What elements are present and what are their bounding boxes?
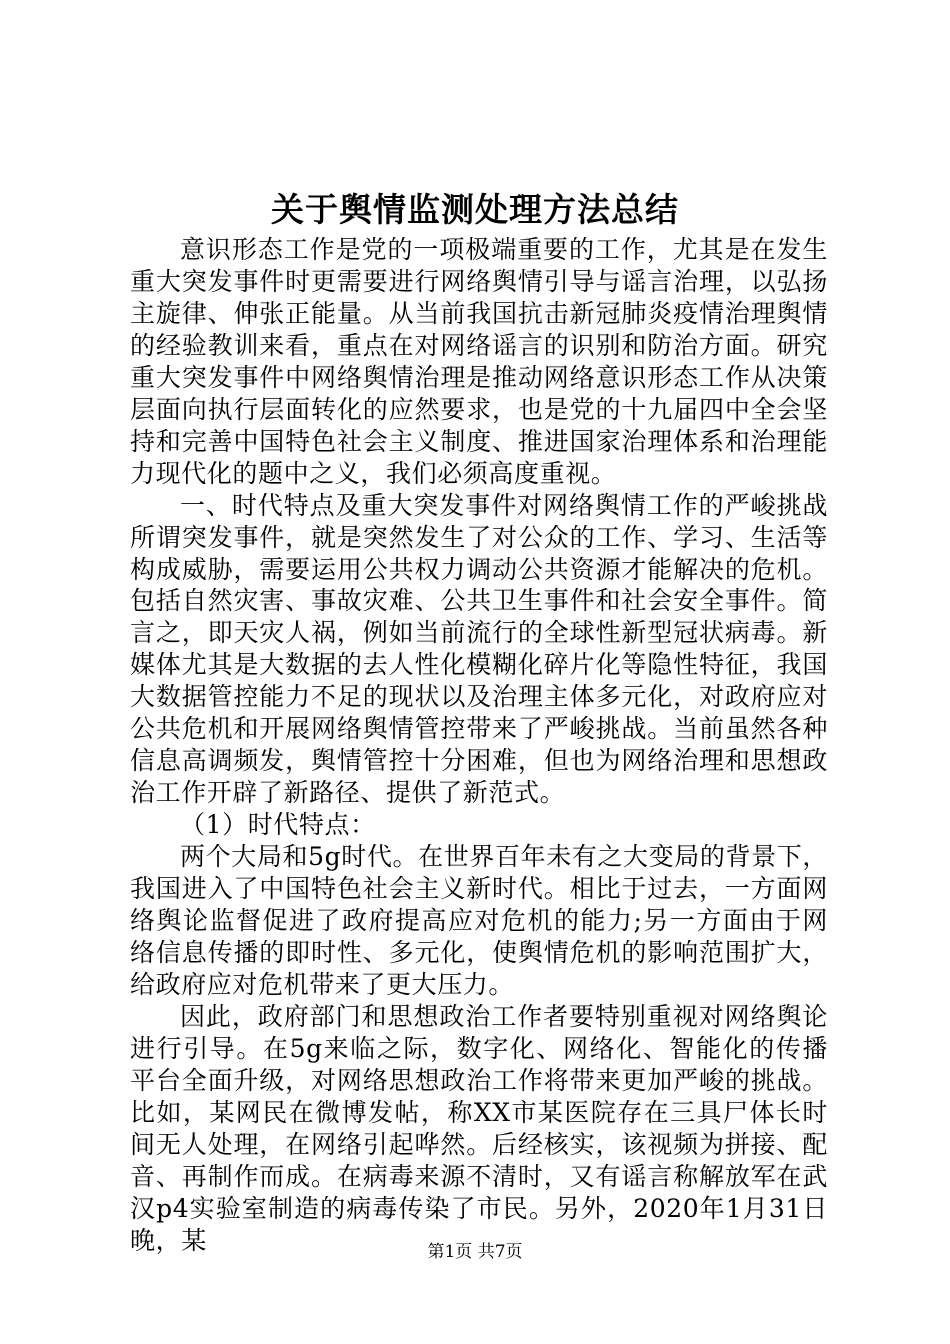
page-footer: 第1页 共7页 (427, 1242, 523, 1262)
paragraph-two-situations: 两个大局和5g时代。在世界百年未有之大变局的背景下，我国进入了中国特色社会主义新时代。相比于过去，一方面网络舆论监督促进了政府提高应对危机的能力;另一方面由于网络信息传播的即时性、多元化，使舆情危机的影响范围扩大，给政府应对危机带来了更大压力。 (130, 842, 828, 999)
paragraph-subheading: （1）时代特点： (180, 810, 376, 840)
paragraph-therefore: 因此，政府部门和思想政治工作者要特别重视对网络舆论进行引导。在5g来临之际，数字化、网络化、智能化的传播平台全面升级，对网络思想政治工作将带来更加严峻的挑战。比如，某网民在微博发帖，称XX市某医院存在三具尸体长时间无人处理，在网络引起哗然。后经核实，该视频为拼接、配音、再制作而成。在病毒来源不清时，又有谣言称解放军在武汉p4实验室制造的病毒传染了市民。另外，2020年1月31日晚，某 (130, 1001, 828, 1255)
document-body (130, 234, 828, 1257)
paragraph-section-one: 一、时代特点及重大突发事件对网络舆情工作的严峻挑战所谓突发事件，就是突然发生了对公众的工作、学习、生活等构成威胁，需要运用公共权力调动公共资源才能解决的危机。包括自然灾害、事故灾难、公共卫生事件和社会安全事件。简言之，即天灾人祸，例如当前流行的全球性新型冠状病毒。新媒体尤其是大数据的去人性化模糊化碎片化等隐性特征，我国大数据管控能力不足的现状以及治理主体多元化，对政府应对公共危机和开展网络舆情管控带来了严峻挑战。当前虽然各种信息高调频发，舆情管控十分困难，但也为网络治理和思想政治工作开辟了新路径、提供了新范式。 (130, 490, 828, 808)
paragraph-intro: 意识形态工作是党的一项极端重要的工作，尤其是在发生重大突发事件时更需要进行网络舆情引导与谣言治理，以弘扬主旋律、伸张正能量。从当前我国抗击新冠肺炎疫情治理舆情的经验教训来看，重点在对网络谣言的识别和防治方面。研究重大突发事件中网络舆情治理是推动网络意识形态工作从决策层面向执行层面转化的应然要求，也是党的十九届四中全会坚持和完善中国特色社会主义制度、推进国家治理体系和治理能力现代化的题中之义，我们必须高度重视。 (130, 235, 828, 488)
document-title: 关于舆情监测处理方法总结 (271, 190, 679, 229)
